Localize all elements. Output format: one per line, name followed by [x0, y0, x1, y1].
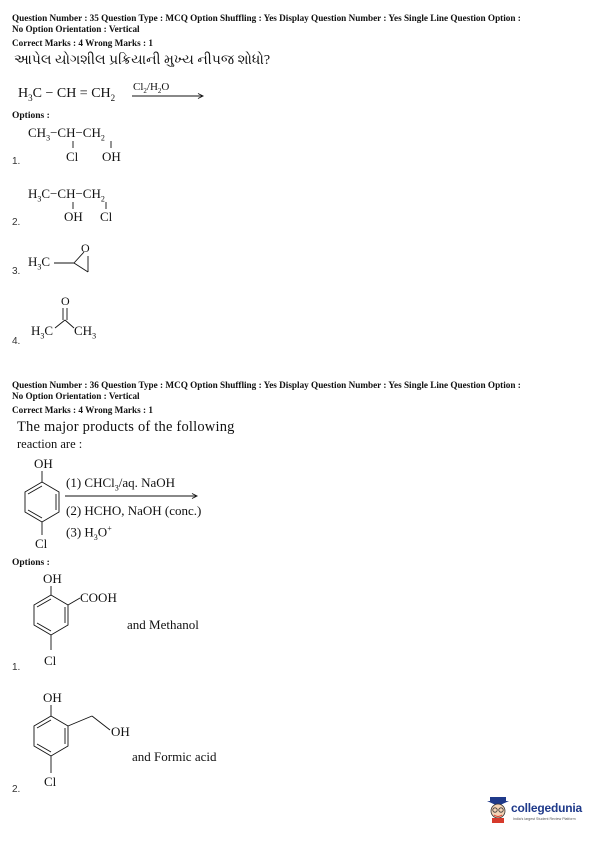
q35-reagent: $Cl_2/H_2O$: [133, 81, 170, 96]
q35-option-2-sub1: OH: [64, 209, 83, 224]
q36-header-line1: Question Number : 36 Question Type : MCQ Option Shuffling : Yes Display Question Number : Yes Single Line Question Option :: [12, 380, 521, 390]
q35-option-2-chain: $H_3C-CH-CH_2$: [28, 186, 105, 204]
q36-option-2-ch2oh: OH: [111, 724, 130, 739]
q36-marks: Correct Marks : 4 Wrong Marks : 1: [12, 405, 153, 415]
q35-option-1-number[interactable]: 1.: [12, 156, 21, 167]
q36-condition-1: (1) CHCl$_3$/aq. NaOH: [66, 475, 176, 493]
q35-header-line2: No Option Orientation : Vertical: [12, 24, 140, 34]
q36-option-2-oh: OH: [43, 690, 62, 705]
q35-option-1-chain: $CH_3-CH-CH_2$: [28, 125, 105, 143]
q36-reaction-arrow: [65, 493, 201, 501]
q35-question-text: આપેલ યોગશીલ પ્રક્રિયાની મુખ્ય નીપજ શોધો?: [14, 53, 271, 68]
q35-option-4-right: $CH_3$: [74, 323, 97, 341]
q35-reactant: $H_3C$ − CH = $CH_2$: [18, 86, 116, 103]
logo-wordmark: collegedunia: [511, 801, 582, 815]
q35-option-3-methyl: $H_3C$: [28, 254, 51, 272]
q35-option-3-number[interactable]: 3.: [12, 266, 21, 277]
q36-option-1-number[interactable]: 1.: [12, 662, 21, 673]
q35-option-3-oxygen: O: [81, 241, 90, 255]
q35-option-2-sub2: Cl: [100, 209, 113, 224]
q35-option-1-sub2: OH: [102, 149, 121, 164]
collegedunia-logo: [487, 797, 583, 831]
q35-marks: Correct Marks : 4 Wrong Marks : 1: [12, 38, 153, 48]
q35-header-line1: Question Number : 35 Question Type : MCQ Option Shuffling : Yes Display Question Number : Yes Single Line Question Option :: [12, 13, 521, 23]
q36-condition-2: (2) HCHO, NaOH (conc.): [66, 503, 202, 518]
q36-header-line2: No Option Orientation : Vertical: [12, 391, 140, 401]
q36-condition-3: (3) $H_3O^+$: [66, 524, 112, 542]
q36-option-1-cl: Cl: [44, 653, 57, 668]
q36-question-line1: The major products of the following: [17, 419, 235, 435]
q35-reaction-arrow: [132, 93, 206, 101]
q35-option-4-left: $H_3C$: [31, 323, 54, 341]
q36-header: [12, 380, 587, 402]
q36-option-1-text: and Methanol: [127, 617, 199, 632]
q36-option-2-cl: Cl: [44, 774, 57, 789]
logo-tagline: India's largest Student Review Platform: [513, 817, 576, 821]
q35-option-4-number[interactable]: 4.: [12, 336, 21, 347]
q36-option-2-benzene-ring: [0, 0, 1, 1]
q36-option-1-cooh: COOH: [80, 590, 117, 605]
q36-options-label: Options :: [12, 558, 50, 568]
mascot-icon: [487, 797, 509, 823]
q35-option-2-number[interactable]: 2.: [12, 217, 21, 228]
q36-option-1-oh: OH: [43, 571, 62, 586]
q35-option-1-sub1: Cl: [66, 149, 79, 164]
q36-option-2-text: and Formic acid: [132, 749, 217, 764]
q35-header: [12, 13, 587, 35]
q36-option-2-number[interactable]: 2.: [12, 784, 21, 795]
q36-reactant-cl: Cl: [35, 536, 48, 551]
q36-question-line2: reaction are :: [17, 437, 83, 451]
q35-option-4-oxygen: O: [61, 294, 70, 308]
q35-options-label: Options :: [12, 111, 50, 121]
q36-reactant-oh: OH: [34, 456, 53, 471]
